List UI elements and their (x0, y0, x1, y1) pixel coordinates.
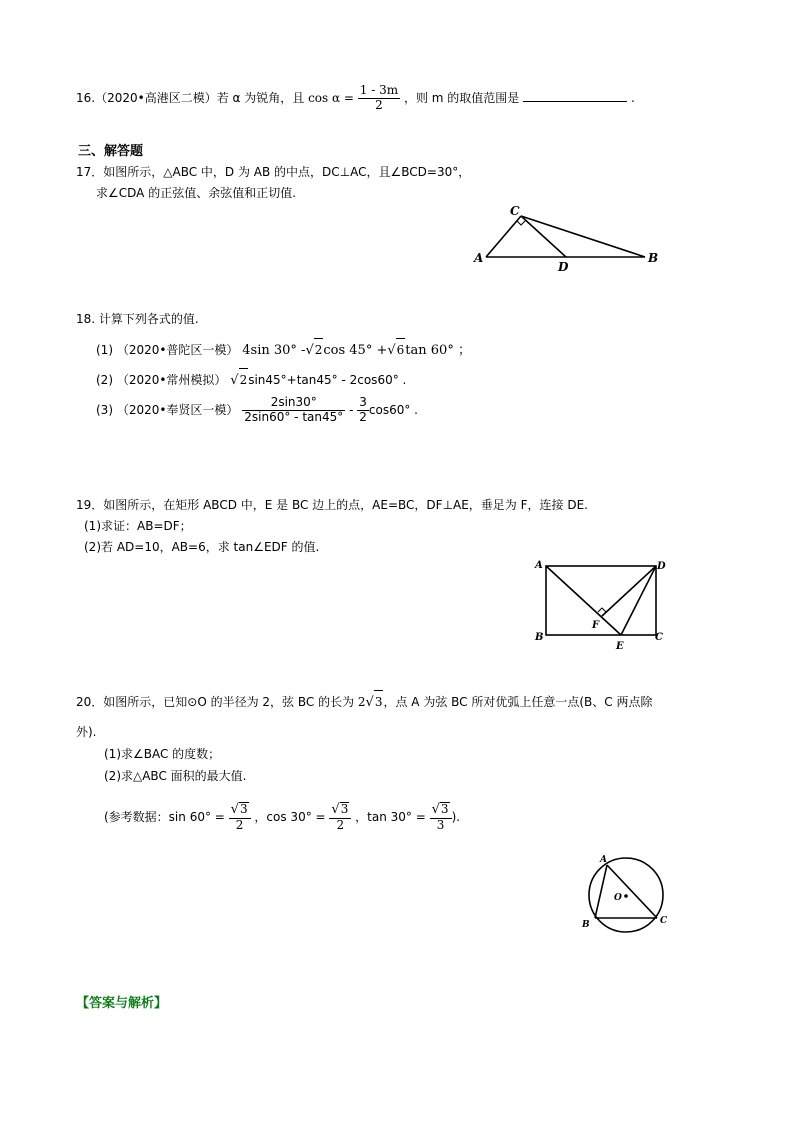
q18-p1-term1: 4sin 30° - (242, 343, 306, 358)
q18-p3-minus: - (349, 403, 354, 417)
right-angle-mark (517, 221, 525, 225)
sqrt-sign: √ (305, 343, 314, 358)
ref-sin-fraction (229, 802, 251, 833)
q19-line1: 19．如图所示，在矩形 ABCD 中，E 是 BC 边上的点，AE=BC，DF⊥AE，垂足为 F，连接 DE. (76, 498, 588, 512)
q17-line1: 17．如图所示，△ABC 中，D 为 AB 的中点，DC⊥AC，且∠BCD=30°， (76, 165, 471, 179)
q18-title: 18. 计算下列各式的值. (76, 312, 199, 326)
q20-line4: (2)求△ABC 面积的最大值. (104, 769, 247, 783)
q18-part3 (96, 390, 418, 430)
label-B: B (582, 920, 590, 930)
q16-fraction-numerator: 1 - 3m (359, 83, 399, 98)
sqrt-sign: √ (230, 373, 239, 388)
q18-p1-term2: cos 45° + (323, 343, 388, 358)
ref-tan-num: √3 (430, 802, 452, 819)
label-A: A (600, 855, 607, 865)
q20-line2: 外). (76, 725, 97, 739)
ref-prefix: (参考数据：sin 60° = (104, 810, 225, 824)
q18-p3-denominator: 2sin60° - tan45° (244, 410, 344, 424)
q20-line1-part-a: 20．如图所示，已知⊙O 的半径为 2，弦 BC 的长为 (76, 695, 355, 709)
label-C: C (660, 916, 668, 926)
ref-tan-fraction (430, 802, 452, 833)
q16-suffix: ，则 m 的取值范围是 (403, 91, 520, 105)
q16-cos: cos α = (308, 91, 354, 105)
q18-p2-radicand: 2 (239, 368, 249, 391)
ref-cos-den: 2 (336, 818, 345, 833)
q18-p3-coef-denominator: 2 (359, 410, 367, 424)
q18-p3-fraction (242, 396, 345, 425)
q20-line1-part-b: ，点 A 为弦 BC 所对优弧上任意一点(B、C 两点除 (383, 695, 653, 709)
ref-tan-label: ，tan 30° = (355, 810, 426, 824)
ref-end: ). (451, 810, 461, 824)
ref-cos-label: ，cos 30° = (254, 810, 326, 824)
ref-sin-num: √3 (229, 802, 251, 819)
triangle-abc-diagram (470, 200, 670, 280)
q18-p3-numerator: 2sin30° (242, 396, 345, 411)
sqrt-sign: √ (387, 343, 396, 358)
q20-chord-radicand: 3 (374, 690, 384, 713)
q20-chord-coef: 2 (357, 695, 366, 709)
ref-tan-radicand: 3 (440, 802, 449, 817)
q19-line3: (2)若 AD=10，AB=6，求 tan∠EDF 的值. (84, 540, 320, 554)
ref-cos-radicand: 3 (340, 802, 349, 817)
q18-p2-expression: sin45°+tan45° - 2cos60° . (248, 373, 407, 387)
label-O: O (614, 893, 622, 903)
ref-sin-den: 2 (235, 818, 244, 833)
label-D: D (657, 561, 666, 572)
ref-sin-radicand: 3 (239, 802, 248, 817)
circle-o-diagram (576, 850, 676, 940)
ref-cos-fraction (329, 802, 351, 833)
ref-tan-den: 3 (436, 818, 445, 833)
q17-line2: 求∠CDA 的正弦值、余弦值和正切值. (96, 186, 297, 200)
q20-line1 (76, 690, 652, 714)
rectangle-abcd-diagram (532, 556, 672, 656)
label-A: A (535, 560, 543, 571)
q18-part1 (96, 338, 471, 362)
q16-fraction-denominator: 2 (375, 98, 383, 112)
section-title: 三、解答题 (78, 144, 144, 159)
q18-part2 (96, 368, 406, 392)
q18-p1-term3: tan 60° ； (405, 343, 471, 358)
question-16 (76, 78, 635, 118)
q18-p3-coef-numerator: 3 (359, 395, 367, 410)
q18-p1-radicand2: 6 (396, 338, 406, 361)
sqrt-sign: √ (365, 695, 374, 710)
q16-end: . (630, 91, 635, 105)
label-C: C (655, 632, 663, 643)
q18-part1-label: (1) （2020•普陀区一模） (96, 343, 239, 357)
label-F: F (592, 620, 600, 631)
q18-part3-label: (3) （2020•奉贤区一模） (96, 403, 239, 417)
answer-heading: 【答案与解析】 (76, 996, 168, 1011)
q16-prefix: 16.（2020•高港区二模）若 α 为锐角，且 (76, 91, 305, 105)
label-D: D (558, 260, 569, 274)
q18-p1-radicand1: 2 (314, 338, 324, 361)
q18-part2-label: (2) （2020•常州模拟） (96, 373, 227, 387)
q18-p3-coef-fraction (357, 396, 369, 425)
center-point (624, 894, 628, 898)
label-C: C (510, 204, 520, 218)
q20-line3: (1)求∠BAC 的度数； (104, 747, 221, 761)
label-B: B (648, 251, 659, 265)
q16-fraction (358, 84, 400, 113)
label-B: B (535, 632, 544, 643)
answer-blank[interactable] (523, 91, 627, 102)
q18-p3-end: cos60° . (368, 403, 418, 417)
label-A: A (474, 251, 484, 265)
label-E: E (616, 641, 624, 652)
q20-reference-data (104, 794, 460, 840)
ref-cos-num: √3 (329, 802, 351, 819)
q19-line2: (1)求证：AB=DF； (84, 519, 192, 533)
